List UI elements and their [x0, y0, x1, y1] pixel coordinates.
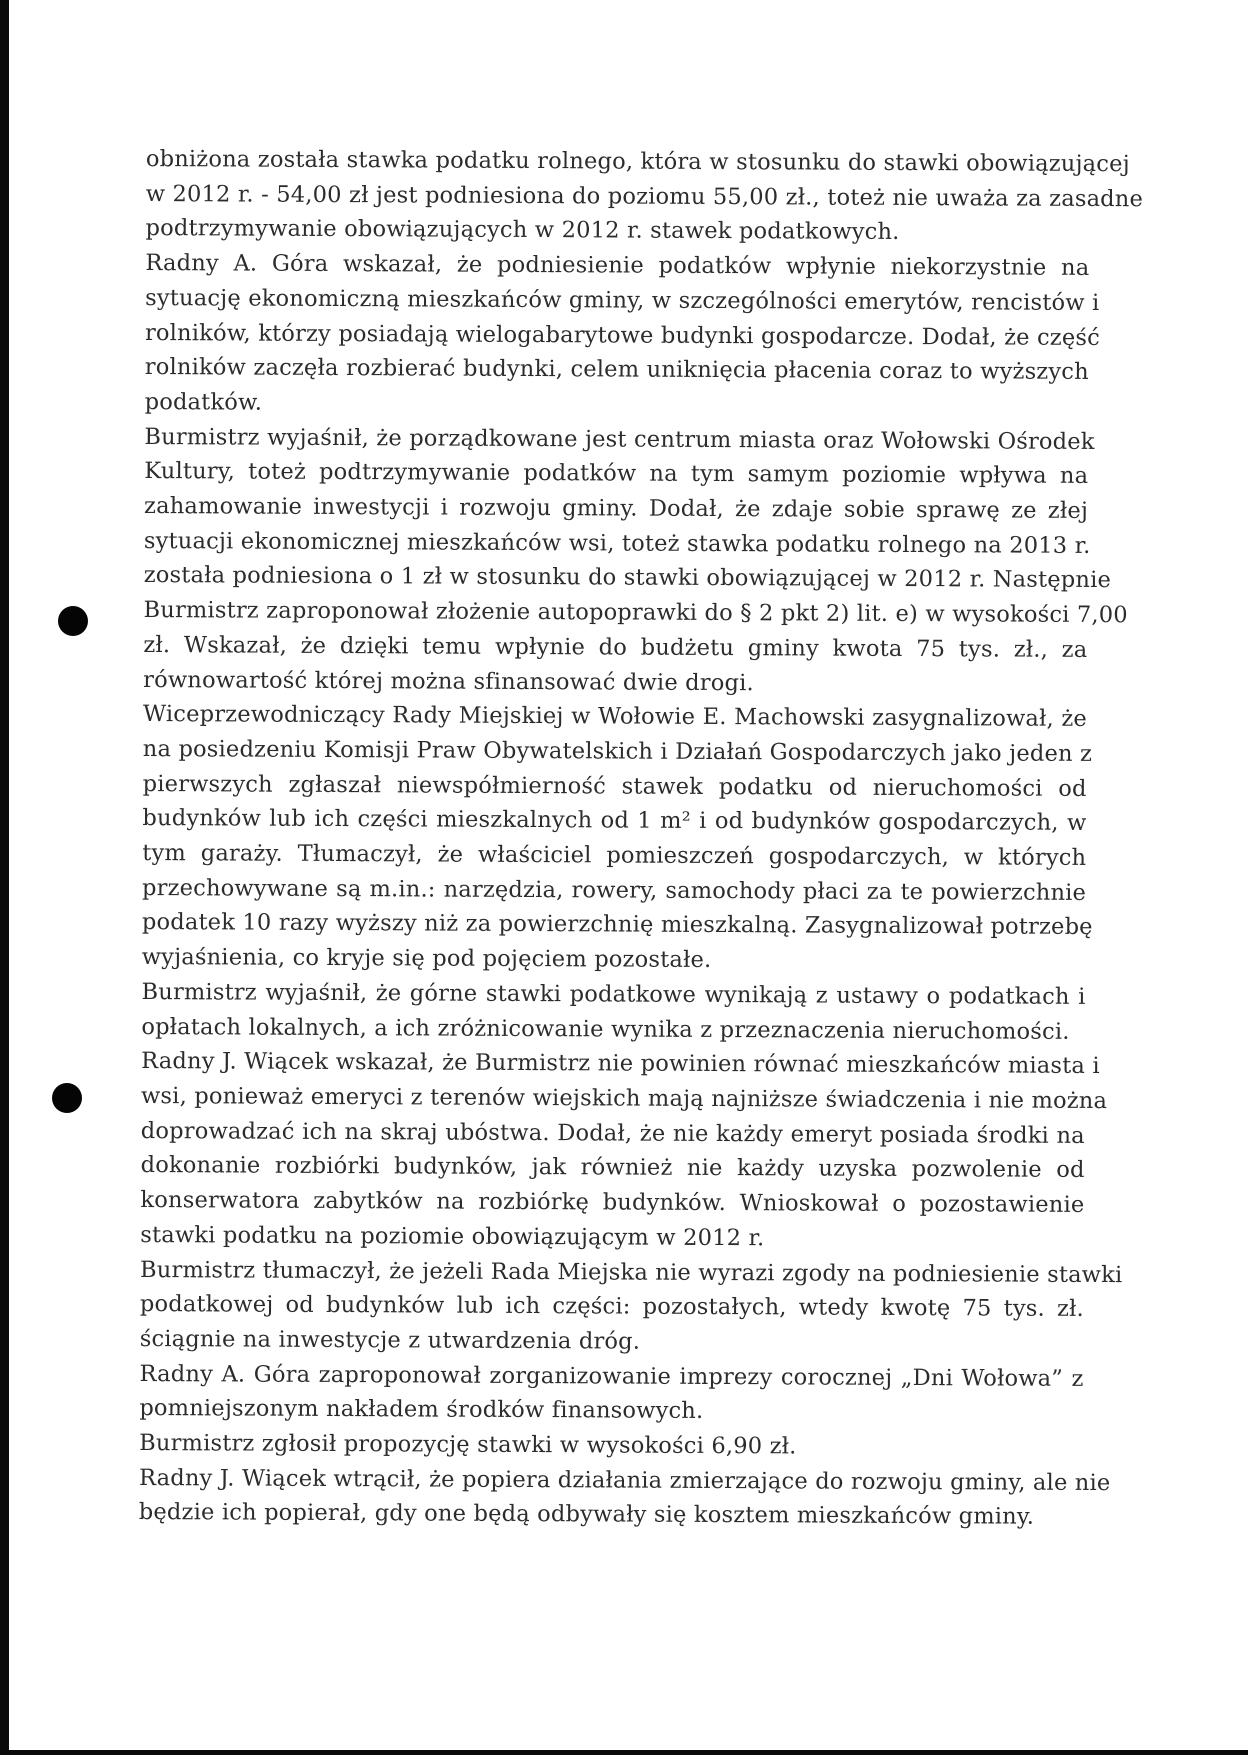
punch-hole-top	[58, 606, 88, 636]
paragraph	[139, 1357, 1083, 1431]
text-line: Radny A. Góra wskazał, że podniesienie podatków wpłynie niekorzystnie na	[145, 250, 1090, 282]
text-line: została podniesiona o 1 zł w stosunku do stawki obowiązującej w 2012 r. Następnie	[143, 562, 1112, 594]
text-line: przechowywane są m.in.: narzędzia, rowery, samochody płaci za te powierzchnie	[142, 874, 1087, 906]
text-line: na posiedzeniu Komisji Praw Obywatelskich i Działań Gospodarczych jako jeden z	[142, 735, 1093, 767]
text-line: będzie ich popierał, gdy one będą odbywały się kosztem mieszkańców gminy.	[138, 1499, 1035, 1531]
text-line: dokonanie rozbiórki budynków, jak również nie każdy uzyska pozwolenie od	[140, 1152, 1085, 1184]
paragraph	[139, 1426, 1083, 1466]
paragraph	[140, 1044, 1108, 1257]
text-line: tym garaży. Tłumaczył, że właściciel pomieszczeń gospodarczych, w których	[142, 840, 1087, 871]
text-line: pierwszych zgłaszał niewspółmierność stawek podatku od nieruchomości od	[142, 770, 1087, 802]
document-body	[138, 142, 1144, 1535]
text-line: konserwatora zabytków na rozbiórkę budynków. Wnioskował o pozostawienie	[140, 1187, 1085, 1219]
text-line: Radny A. Góra zaproponował zorganizowanie imprezy corocznej „Dni Wołowa” z	[139, 1360, 1084, 1392]
text-line: zł. Wskazał, że dzięki temu wpłynie do budżetu gminy kwota 75 tys. zł., za	[143, 631, 1088, 663]
paragraph	[138, 1461, 1111, 1535]
text-line: obniżona została stawka podatku rolnego, która w stosunku do stawki obowiązującej	[145, 145, 1130, 178]
scan-border-left	[0, 0, 9, 1755]
text-line: podatkowej od budynków lub ich części: pozostałych, wtedy kwotę 75 tys. zł.	[139, 1291, 1084, 1323]
text-line: budynków lub ich części mieszkalnych od 1 m² i od budynków gospodarczych, w	[142, 805, 1087, 837]
paragraph	[145, 142, 1144, 251]
text-line: ściągnie na inwestycje z utwardzenia dróg.	[139, 1325, 641, 1355]
paragraph	[139, 1252, 1123, 1361]
text-line: Burmistrz wyjaśnił, że porządkowane jest centrum miasta oraz Wołowski Ośrodek	[144, 423, 1095, 455]
text-line: Burmistrz zgłosił propozycję stawki w wysokości 6,90 zł.	[139, 1429, 797, 1460]
text-line: sytuacji ekonomicznej mieszkańców wsi, toteż stawka podatku rolnego na 2013 r.	[143, 527, 1091, 559]
text-line: opłatach lokalnych, a ich zróżnicowanie wynika z przeznaczenia nieruchomości.	[141, 1013, 1070, 1045]
text-line: równowartość której można sfinansować dwie drogi.	[143, 666, 754, 696]
paragraph	[141, 975, 1085, 1049]
text-line: sytuację ekonomiczną mieszkańców gminy, w szczególności emerytów, rencistów i	[145, 284, 1100, 316]
scan-border-bottom	[0, 1750, 1248, 1755]
text-line: Wiceprzewodniczący Rady Miejskiej w Wołowie E. Machowski zasygnalizował, że	[142, 701, 1088, 733]
paragraph	[144, 246, 1101, 424]
text-line: Burmistrz wyjaśnił, że górne stawki podatkowe wynikają z ustawy o podatkach i	[141, 978, 1086, 1010]
text-line: Radny J. Wiącek wskazał, że Burmistrz nie powinien równać mieszkańców miasta i	[141, 1048, 1100, 1080]
text-line: Kultury, toteż podtrzymywanie podatków na tym samym poziomie wpływa na	[144, 458, 1089, 490]
text-line: Burmistrz zaproponował złożenie autopoprawki do § 2 pkt 2) lit. e) w wysokości 7,00	[143, 597, 1128, 629]
text-line: w 2012 r. - 54,00 zł jest podniesiona do poziomu 55,00 zł., toteż nie uważa za zasadne	[145, 180, 1144, 212]
text-line: wsi, ponieważ emeryci z terenów wiejskich mają najniższe świadczenia i nie można	[140, 1082, 1108, 1115]
text-line: pomniejszonym nakładem środków finansowych.	[139, 1395, 704, 1425]
text-line: zahamowanie inwestycji i rozwoju gminy. Dodał, że zdaje sobie sprawę ze złej	[144, 493, 1089, 524]
text-line: doprowadzać ich na skraj ubóstwa. Dodał, że nie każdy emeryt posiada środki na	[140, 1117, 1085, 1149]
paragraph	[143, 420, 1128, 703]
text-line: Burmistrz tłumaczył, że jeżeli Rada Miejska nie wyrazi zgody na podniesienie stawki	[140, 1256, 1123, 1288]
text-line: podatek 10 razy wyższy niż za powierzchnię mieszkalną. Zasygnalizował potrzebę	[141, 909, 1093, 941]
paragraph	[141, 697, 1093, 980]
text-line: podatków.	[144, 388, 263, 416]
punch-hole-bottom	[52, 1083, 82, 1113]
text-line: podtrzymywanie obowiązujących w 2012 r. stawek podatkowych.	[145, 215, 900, 246]
text-line: Radny J. Wiącek wtrącił, że popiera działania zmierzające do rozwoju gminy, ale nie	[138, 1464, 1111, 1496]
text-line: rolników zaczęła rozbierać budynki, celem uniknięcia płacenia coraz to wyższych	[144, 354, 1089, 386]
text-line: wyjaśnienia, co kryje się pod pojęciem pozostałe.	[141, 944, 712, 974]
text-line: stawki podatku na poziomie obowiązującym w 2012 r.	[140, 1221, 765, 1252]
text-line: rolników, którzy posiadają wielogabarytowe budynki gospodarcze. Dodał, że część	[144, 319, 1101, 351]
